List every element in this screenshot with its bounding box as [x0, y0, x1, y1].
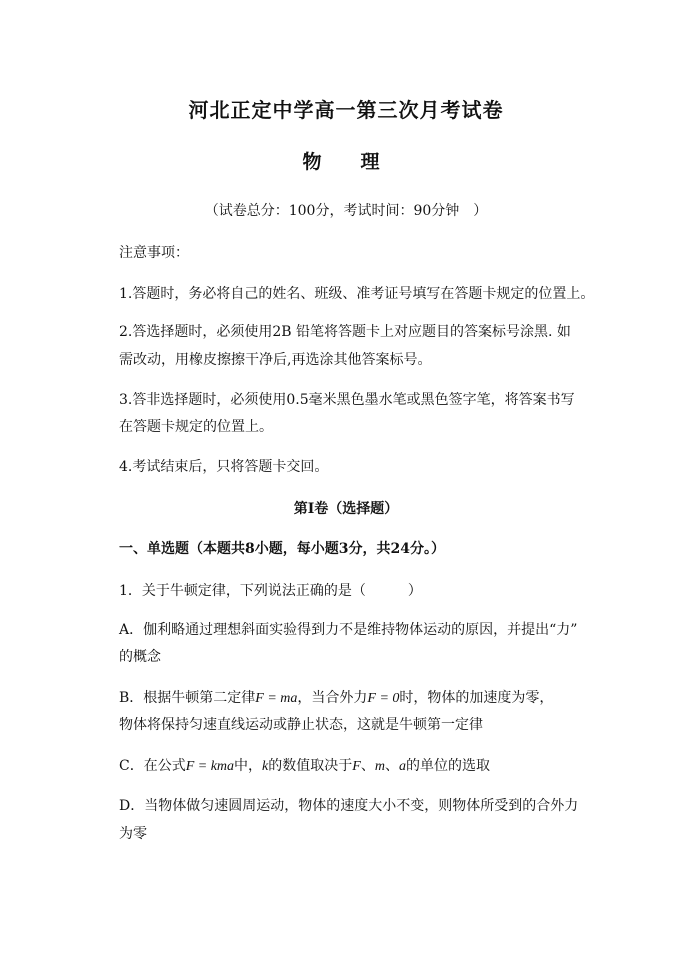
notice-item-4: 4.考试结束后，只将答题卡交回。: [119, 459, 329, 475]
option-b-formula-2: F = 0: [367, 691, 400, 706]
option-c-var-a: a: [398, 759, 406, 774]
option-a-line-2: 的概念: [119, 649, 161, 665]
exam-info: （试卷总分：100分，考试时间：90分钟 ）: [204, 203, 488, 219]
question-1-stem: 1．关于牛顿定律，下列说法正确的是（ ）: [119, 583, 422, 599]
notice-item-2-line-2: 需改动，用橡皮擦擦干净后,再选涂其他答案标号。: [119, 352, 432, 368]
option-d-line-1: D．当物体做匀速圆周运动，物体的速度大小不变，则物体所受到的合外力: [119, 798, 579, 814]
notice-heading: 注意事项：: [119, 245, 189, 261]
option-b-text-2: ，当合外力: [297, 690, 368, 706]
option-b-text-3: 时，物体的加速度为零，: [399, 690, 554, 706]
option-c-var-m: m: [374, 759, 385, 774]
option-c-sep-2: 、: [384, 758, 399, 774]
option-b-line-1: [119, 689, 553, 708]
option-c-var-f: F: [352, 759, 361, 774]
option-d-line-2: 为零: [119, 826, 147, 842]
option-c-sep-1: 、: [360, 758, 375, 774]
section-heading: 一、单选题（本题共8小题，每小题3分，共24分。）: [119, 541, 445, 557]
option-b-formula-1: F = ma: [255, 691, 298, 706]
option-c-text-4: 的单位的选取: [405, 758, 490, 774]
option-c-text-3: 的数值取决于: [268, 758, 353, 774]
exam-title: 河北正定中学高一第三次月考试卷: [188, 98, 504, 122]
subject-title: 物 理: [302, 151, 390, 173]
option-c-var-k: k: [262, 759, 269, 774]
option-c-text-1: C．在公式: [119, 758, 186, 774]
notice-item-3-line-1: 3.答非选择题时，必须使用0.5毫米黑色墨水笔或黑色签字笔，将答案书写: [119, 392, 575, 408]
option-a-line-1: A．伽利略通过理想斜面实验得到力不是维持物体运动的原因，并提出“力”: [119, 622, 578, 638]
notice-item-2-line-1: 2.答选择题时，必须使用2B 铅笔将答题卡上对应题目的答案标号涂黑. 如: [119, 324, 571, 340]
notice-item-1: 1.答题时，务必将自己的姓名、班级、准考证号填写在答题卡规定的位置上。: [119, 286, 595, 302]
notice-item-3-line-2: 在答题卡规定的位置上。: [119, 419, 273, 435]
option-c-formula: F = kma: [185, 759, 235, 774]
option-c-line: [119, 757, 490, 776]
part-title: 第Ⅰ卷（选择题）: [293, 501, 399, 517]
option-b-text-1: B．根据牛顿第二定律: [119, 690, 256, 706]
option-b-line-2: 物体将保持匀速直线运动或静止状态，这就是牛顿第一定律: [119, 717, 483, 733]
option-c-text-2: 中，: [234, 758, 263, 774]
